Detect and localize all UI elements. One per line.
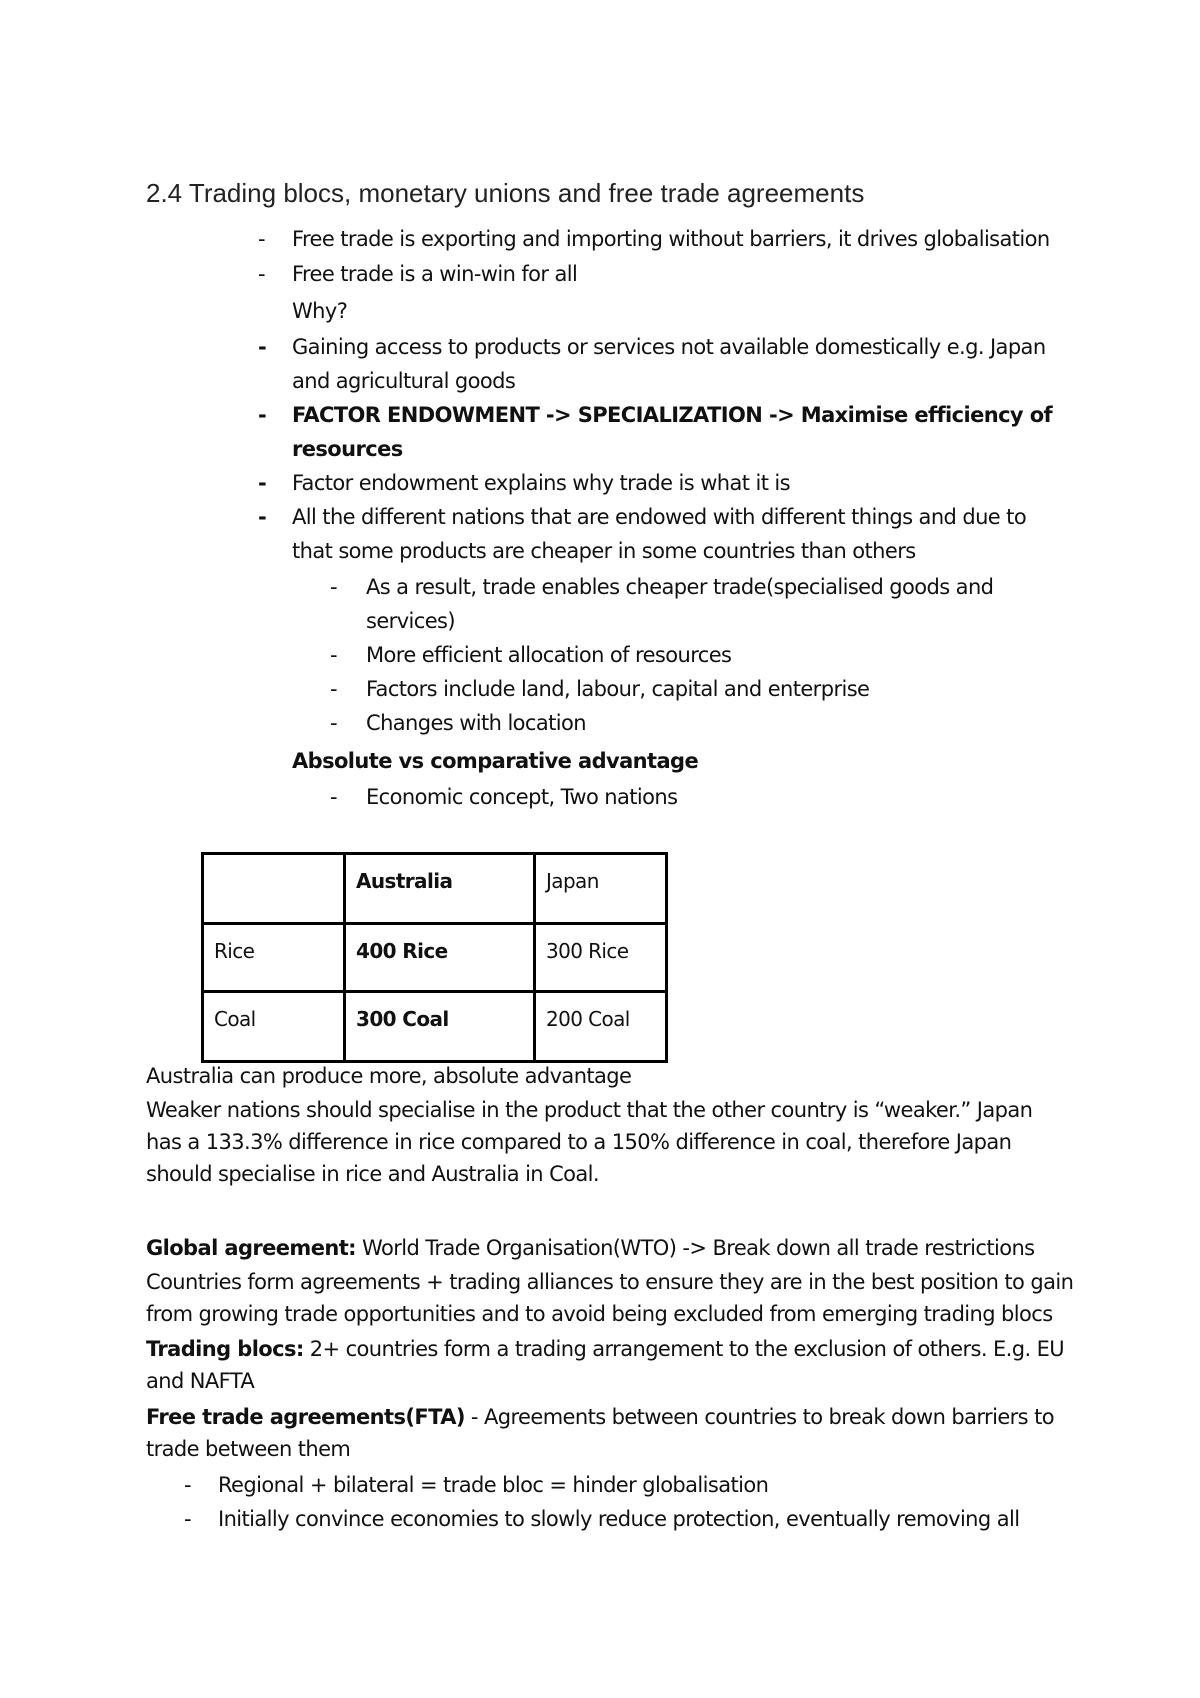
sub-bullet-result: As a result, trade enables cheaper trade(specialised goods and xyxy=(366,575,994,599)
sub-bullet-efficient: More efficient allocation of resources xyxy=(366,643,732,667)
paragraph-fta xyxy=(146,1404,1054,1431)
bullet-dash: - xyxy=(258,227,266,251)
bullet-dash: - xyxy=(258,403,267,427)
table-header-cell: Japan xyxy=(535,854,667,924)
table-cell: Rice xyxy=(203,924,345,992)
sub-bullet-dash: - xyxy=(330,575,338,599)
sub-bullet-factors: Factors include land, labour, capital and enterprise xyxy=(366,677,870,701)
bullet-gaining-access-cont: and agricultural goods xyxy=(292,369,516,393)
table-header-row xyxy=(203,854,667,924)
sub-bullet-dash: - xyxy=(330,711,338,735)
global-agreement-text: World Trade Organisation(WTO) -> Break down all trade restrictions xyxy=(355,1236,1035,1260)
absolute-heading: Absolute vs comparative advantage xyxy=(292,749,699,773)
paragraph-trading-blocs-cont: and NAFTA xyxy=(146,1369,255,1393)
fta-bullet-initially: Initially convince economies to slowly reduce protection, eventually removing all xyxy=(218,1507,1020,1531)
bullet-dash: - xyxy=(184,1507,192,1531)
sub-bullet-dash: - xyxy=(330,677,338,701)
bullet-win-win: Free trade is a win-win for all xyxy=(292,262,578,286)
sub-bullet-result-cont: services) xyxy=(366,609,455,633)
bullet-factor-endowment-cont: resources xyxy=(292,437,403,461)
sub-bullet-dash: - xyxy=(330,643,338,667)
why-label: Why? xyxy=(292,299,348,323)
table-header-cell: Australia xyxy=(345,854,535,924)
bullet-dash: - xyxy=(258,262,266,286)
table-row xyxy=(203,924,667,992)
fta-bullet-regional: Regional + bilateral = trade bloc = hinder globalisation xyxy=(218,1473,769,1497)
trading-blocs-label: Trading blocs: xyxy=(146,1337,304,1361)
table-header-cell xyxy=(203,854,345,924)
table-row xyxy=(203,992,667,1062)
sub-bullet-economic: Economic concept, Two nations xyxy=(366,785,678,809)
paragraph-weaker-nations-cont: has a 133.3% difference in rice compared to a 150% difference in coal, therefore Japan xyxy=(146,1130,1012,1154)
sub-bullet-location: Changes with location xyxy=(366,711,586,735)
paragraph-trading-blocs xyxy=(146,1336,1064,1363)
table-cell: 400 Rice xyxy=(345,924,535,992)
bullet-dash: - xyxy=(258,335,267,359)
fta-label: Free trade agreements(FTA) xyxy=(146,1405,465,1429)
bullet-different-nations: All the different nations that are endowed with different things and due to xyxy=(292,505,1027,529)
bullet-factor-explains: Factor endowment explains why trade is what it is xyxy=(292,471,790,495)
paragraph-fta-cont: trade between them xyxy=(146,1437,351,1461)
bullet-gaining-access: Gaining access to products or services not available domestically e.g. Japan xyxy=(292,335,1046,359)
trading-blocs-text: 2+ countries form a trading arrangement to the exclusion of others. E.g. EU xyxy=(303,1337,1065,1361)
paragraph-weaker-nations-cont: should specialise in rice and Australia in Coal. xyxy=(146,1162,599,1186)
paragraph-countries: Countries form agreements + trading alliances to ensure they are in the best position to gain xyxy=(146,1270,1074,1294)
page-title: 2.4 Trading blocs, monetary unions and free trade agreements xyxy=(146,178,865,208)
paragraph-absolute-advantage: Australia can produce more, absolute advantage xyxy=(146,1064,632,1088)
bullet-factor-endowment: FACTOR ENDOWMENT -> SPECIALIZATION -> Maximise efficiency of xyxy=(292,403,1053,427)
paragraph-countries-cont: from growing trade opportunities and to avoid being excluded from emerging trading blocs xyxy=(146,1302,1053,1326)
fta-text: - Agreements between countries to break down barriers to xyxy=(464,1405,1054,1429)
table-cell: 200 Coal xyxy=(535,992,667,1062)
table-cell: 300 Rice xyxy=(535,924,667,992)
sub-bullet-dash: - xyxy=(330,785,338,809)
bullet-different-nations-cont: that some products are cheaper in some countries than others xyxy=(292,539,916,563)
bullet-free-trade-definition: Free trade is exporting and importing without barriers, it drives globalisation xyxy=(292,227,1050,251)
paragraph-global-agreement xyxy=(146,1235,1035,1262)
global-agreement-label: Global agreement: xyxy=(146,1236,356,1260)
table-cell: Coal xyxy=(203,992,345,1062)
paragraph-weaker-nations: Weaker nations should specialise in the product that the other country is “weaker.” Japan xyxy=(146,1098,1033,1122)
bullet-dash: - xyxy=(184,1473,192,1497)
advantage-table xyxy=(201,852,668,1063)
bullet-dash: - xyxy=(258,471,267,495)
table-cell: 300 Coal xyxy=(345,992,535,1062)
bullet-dash: - xyxy=(258,505,267,529)
